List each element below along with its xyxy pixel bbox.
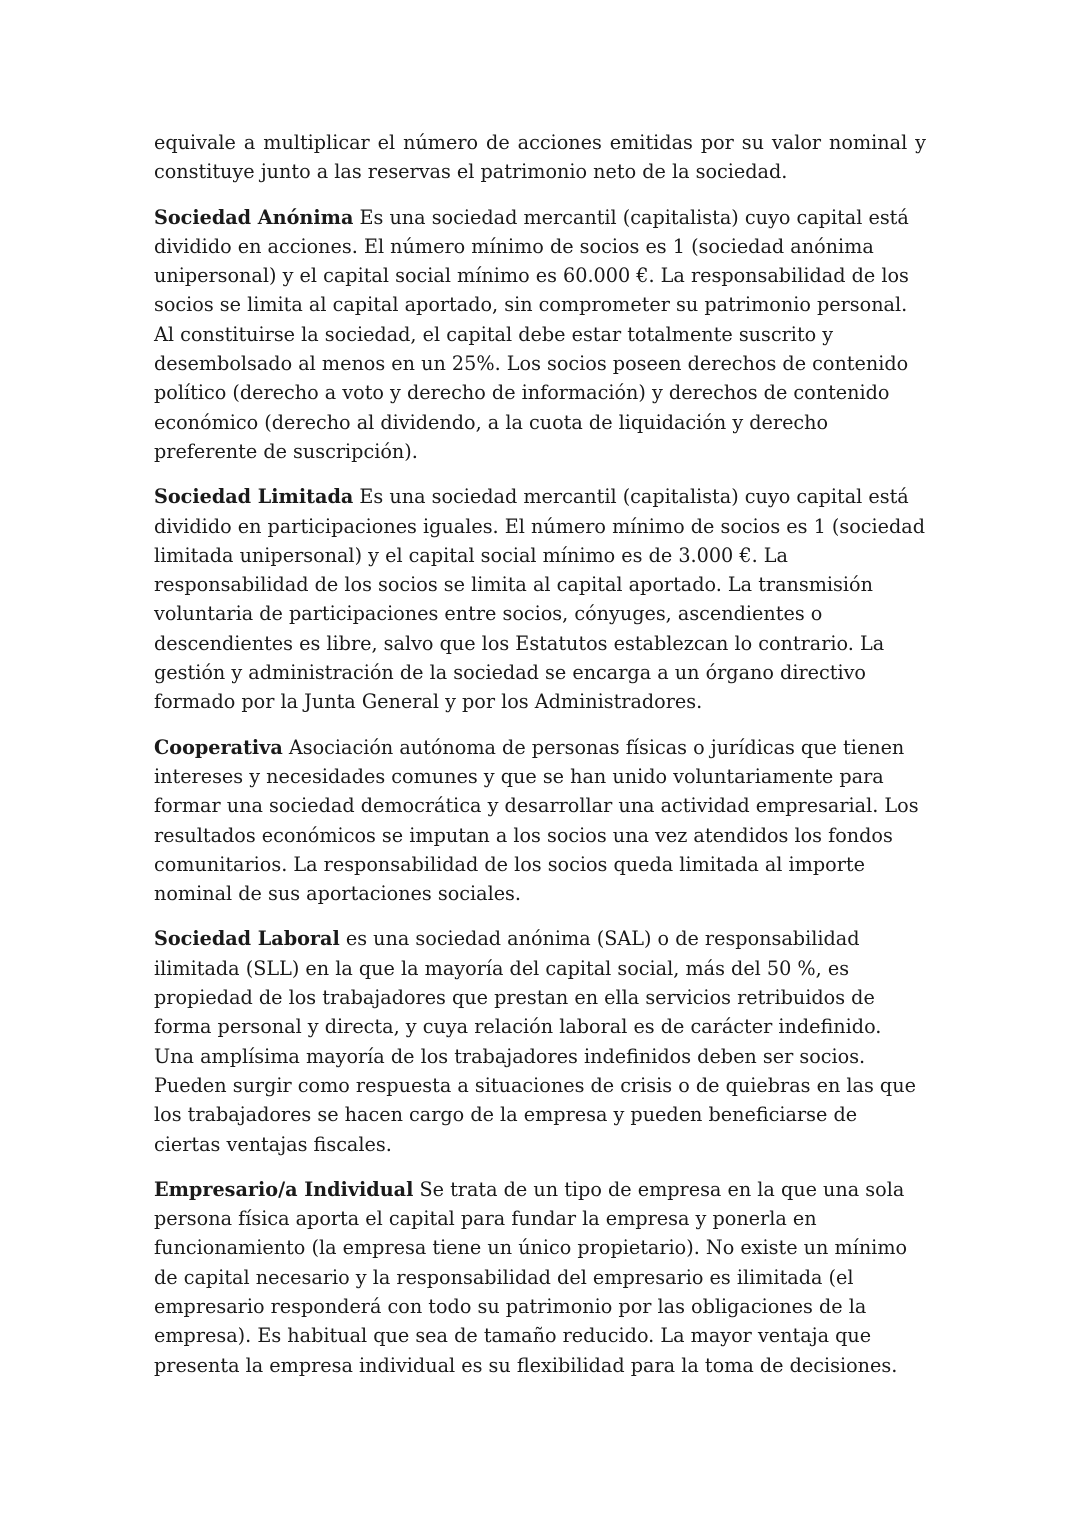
term-heading: Sociedad Laboral [154,927,340,951]
section-sociedad-laboral [154,924,926,1158]
term-heading: Sociedad Limitada [154,485,354,509]
section-empresario-individual [154,1175,926,1380]
term-heading: Empresario/a Individual [154,1177,414,1201]
term-heading: Sociedad Anónima [154,205,354,229]
term-heading: Cooperativa [154,735,283,759]
term-definition: Es una sociedad mercantil (capitalista) cuyo capital está dividido en acciones. El número mínimo de socios es 1 (sociedad anónima unipersonal) y el capital social mínimo es 60.000 €. La responsabilidad de los socios se limita al capital aportado, sin comprometer su patrimonio personal. Al constituirse la sociedad, el capital debe estar totalmente suscrito y desembolsado al menos en un 25%. Los socios poseen derechos de contenido político (derecho a voto y derecho de información) y derechos de contenido económico (derecho al dividendo, a la cuota de liquidación y derecho preferente de suscripción). [154,205,909,463]
document-page [154,128,926,1396]
intro-paragraph: equivale a multiplicar el número de acciones emitidas por su valor nominal y constituye junto a las reservas el patrimonio neto de la sociedad. [154,131,926,184]
term-definition: Es una sociedad mercantil (capitalista) cuyo capital está dividido en participaciones iguales. El número mínimo de socios es 1 (sociedad limitada unipersonal) y el capital social mínimo es de 3.000 €. La responsabilidad de los socios se limita al capital aportado. La transmisión voluntaria de participaciones entre socios, cónyuges, ascendientes o descendientes es libre, salvo que los Estatutos establezcan lo contrario. La gestión y administración de la sociedad se encarga a un órgano directivo formado por la Junta General y por los Administradores. [154,485,926,714]
section-cooperativa [154,733,926,909]
section-sociedad-anonima [154,203,926,467]
section-sociedad-limitada [154,482,926,716]
term-definition: Se trata de un tipo de empresa en la que una sola persona física aporta el capital para fundar la empresa y ponerla en funcionamiento (la empresa tiene un único propietario). No existe un mínimo de capital necesario y la responsabilidad del empresario es ilimitada (el empresario responderá con todo su patrimonio por las obligaciones de la empresa). Es habitual que sea de tamaño reducido. La mayor ventaja que presenta la empresa individual es su flexibilidad para la toma de decisiones. [154,1177,908,1377]
term-definition: Asociación autónoma de personas físicas o jurídicas que tienen intereses y necesidades comunes y que se han unido voluntariamente para formar una sociedad democrática y desarrollar una actividad empresarial. Los resultados económicos se imputan a los socios una vez atendidos los fondos comunitarios. La responsabilidad de los socios queda limitada al importe nominal de sus aportaciones sociales. [154,735,919,906]
term-definition: es una sociedad anónima (SAL) o de responsabilidad ilimitada (SLL) en la que la mayoría del capital social, más del 50 %, es propiedad de los trabajadores que prestan en ella servicios retribuidos de forma personal y directa, y cuya relación laboral es de carácter indefinido. Una amplísima mayoría de los trabajadores indefinidos deben ser socios. Pueden surgir como respuesta a situaciones de crisis o de quiebras en las que los trabajadores se hacen cargo de la empresa y pueden beneficiarse de ciertas ventajas fiscales. [154,927,916,1156]
